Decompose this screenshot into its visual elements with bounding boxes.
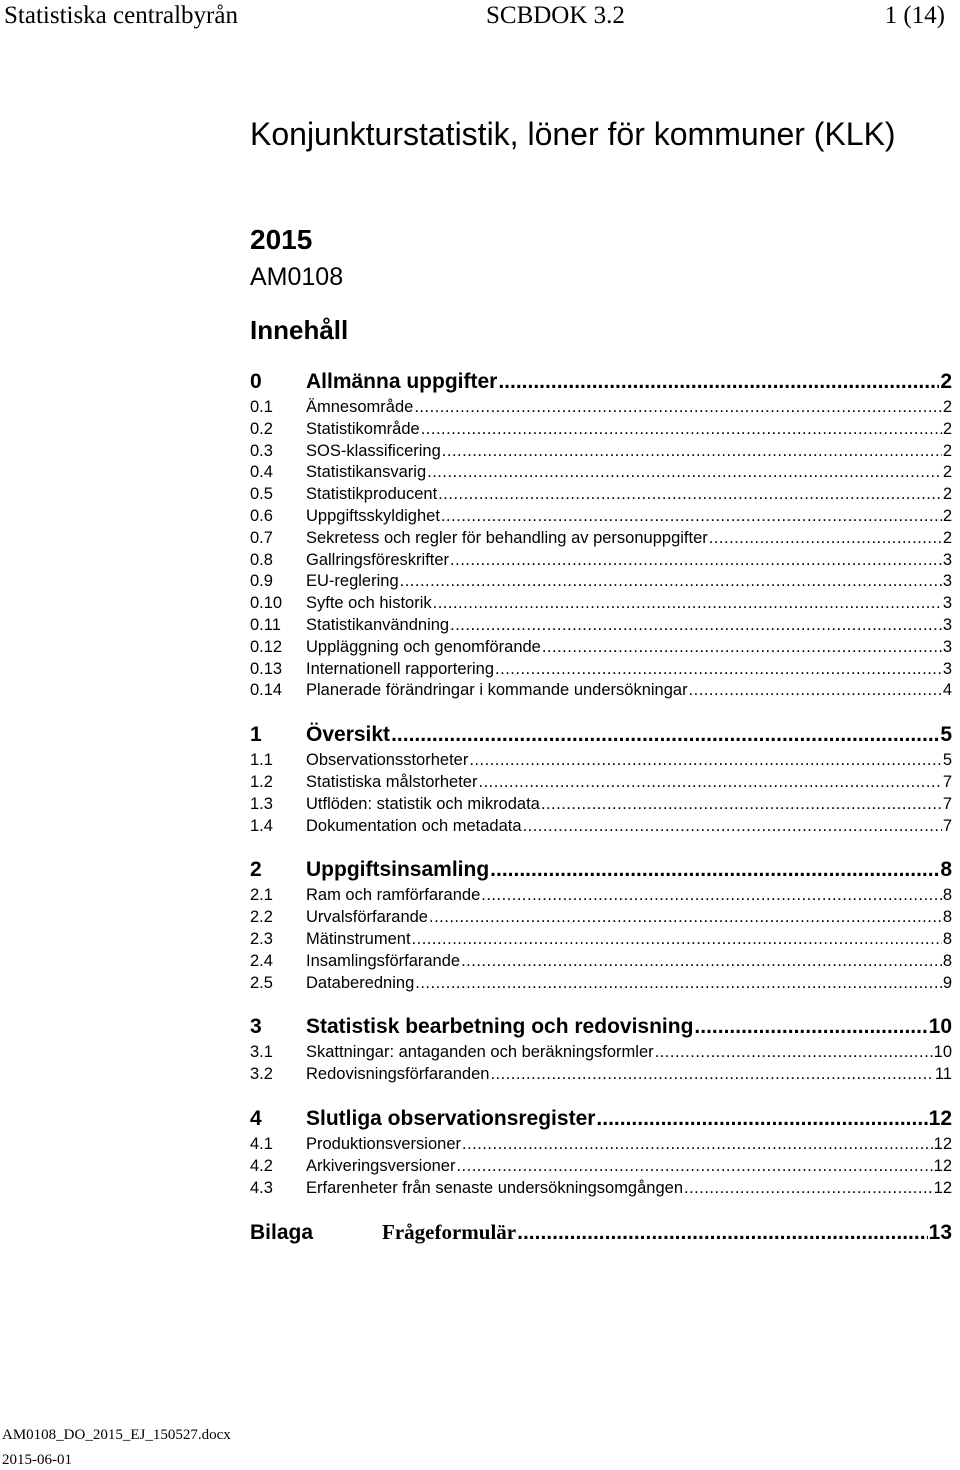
toc-dot-leader: [462, 1135, 933, 1154]
toc-entry-number: 3: [250, 1015, 262, 1039]
toc-subsection[interactable]: [250, 398, 958, 420]
toc-entry-label: Slutliga observationsregister: [306, 1106, 596, 1130]
toc-entry-number: 3.1: [250, 1043, 273, 1062]
toc-entry-page: 7: [942, 816, 952, 835]
toc-dot-leader: [415, 974, 942, 993]
toc-appendix-section: [250, 1220, 958, 1246]
toc-subsection[interactable]: [250, 952, 958, 974]
toc-dot-leader: [694, 1015, 927, 1039]
toc-entry-number: 1.3: [250, 794, 273, 813]
toc-dot-leader: [481, 886, 942, 905]
toc-entry-label: Utflöden: statistik och mikrodata: [306, 794, 540, 813]
toc-entry-page: 12: [928, 1106, 952, 1130]
toc-subsection[interactable]: [250, 974, 958, 996]
toc-subsection[interactable]: [250, 529, 958, 551]
toc-entry-label: Ämnesområde: [306, 398, 414, 416]
toc-entry-number: 2.4: [250, 951, 273, 970]
toc-dot-leader: [441, 507, 942, 526]
toc-entry-number: 0.2: [250, 419, 273, 438]
toc-entry-label: Planerade förändringar i kommande undersökningar: [306, 681, 688, 700]
toc-heading: Innehåll: [250, 315, 349, 345]
toc-chapter[interactable]: [250, 723, 958, 749]
toc-section: [250, 370, 958, 703]
toc-entry-number: 1: [250, 723, 262, 747]
toc-entry-page: 10: [933, 1043, 952, 1062]
toc-dot-leader: [438, 485, 942, 504]
toc-entry-label: Syfte och historik: [306, 594, 432, 613]
toc-entry-label: Statistikansvarig: [306, 463, 427, 482]
toc-subsection[interactable]: [250, 908, 958, 930]
toc-entry-number: Bilaga: [250, 1221, 314, 1245]
toc-dot-leader: [541, 795, 942, 814]
toc-dot-leader: [709, 529, 942, 548]
toc-entry-label: Statistikanvändning: [306, 615, 450, 634]
toc-entry-page: 13: [928, 1221, 952, 1245]
toc-entry-number: 4: [250, 1106, 262, 1130]
toc-entry-label: Gallringsföreskrifter: [306, 550, 450, 569]
toc-entry-label: Statistiska målstorheter: [306, 772, 478, 791]
toc-dot-leader: [427, 463, 942, 482]
toc-entry-label: Statistikområde: [306, 419, 420, 438]
footer-date: 2015-06-01: [2, 1452, 72, 1468]
toc-subsection[interactable]: [250, 773, 958, 795]
toc-dot-leader: [400, 572, 942, 591]
toc-entry-number: 2: [250, 858, 262, 882]
toc-entry-page: 2: [942, 419, 952, 438]
toc-entry-page: 12: [933, 1178, 952, 1197]
toc-entry-number: 1.4: [250, 816, 273, 835]
toc-entry-page: 8: [940, 858, 952, 882]
toc-subsection[interactable]: [250, 485, 958, 507]
toc-dot-leader: [450, 616, 942, 635]
toc-entry-number: 4.2: [250, 1156, 273, 1175]
toc-entry-page: 4: [942, 681, 952, 700]
toc-entry-label: Internationell rapportering: [306, 659, 495, 678]
toc-entry-number: 0.11: [250, 615, 281, 634]
toc-entry-label: Allmänna uppgifter: [306, 370, 498, 393]
toc-chapter[interactable]: [250, 1015, 958, 1041]
toc-entry-label: Arkiveringsversioner: [306, 1156, 456, 1175]
toc-entry-page: 2: [942, 441, 952, 460]
toc-entry-number: 0.3: [250, 441, 273, 460]
toc-subsection[interactable]: [250, 638, 958, 660]
toc-entry-label: SOS-klassificering: [306, 441, 441, 460]
toc-entry-page: 8: [942, 929, 952, 948]
toc-entry-page: 8: [942, 886, 952, 905]
toc-subsection[interactable]: [250, 817, 958, 839]
toc-dot-leader: [433, 594, 942, 613]
toc-entry-number: 4.1: [250, 1134, 273, 1153]
toc-subsection[interactable]: [250, 751, 958, 773]
toc-entry-number: 0: [250, 370, 262, 393]
toc-entry-page: 8: [942, 908, 952, 927]
toc-dot-leader: [412, 930, 942, 949]
toc-entry-page: 3: [942, 659, 952, 678]
toc-entry-number: 1.2: [250, 772, 273, 791]
toc-entry-page: 3: [942, 572, 952, 591]
toc-entry-number: 0.10: [250, 594, 283, 613]
toc-dot-leader: [391, 723, 939, 747]
toc-entry-number: 0.8: [250, 550, 273, 569]
toc-entry-page: 9: [942, 973, 952, 992]
header-organization: Statistiska centralbyrån: [4, 2, 238, 29]
toc-entry-number: 2.5: [250, 973, 273, 992]
toc-subsection[interactable]: [250, 886, 958, 908]
header-document-id: SCBDOK 3.2: [486, 2, 625, 29]
toc-entry-label: Dokumentation och metadata: [306, 816, 522, 835]
toc-entry-number: 0.4: [250, 463, 273, 482]
toc-entry-label: Produktionsversioner: [306, 1134, 461, 1153]
toc-dot-leader: [456, 1157, 932, 1176]
toc-entry-page: 2: [942, 398, 952, 416]
toc-subsection[interactable]: [250, 1135, 958, 1157]
toc-subsection[interactable]: [250, 551, 958, 573]
toc-dot-leader: [517, 1221, 928, 1245]
toc-dot-leader: [450, 551, 942, 570]
toc-subsection[interactable]: [250, 572, 958, 594]
document-year: 2015: [250, 224, 313, 255]
toc-dot-leader: [523, 817, 942, 836]
toc-dot-leader: [490, 858, 939, 882]
toc-section: [250, 723, 958, 838]
toc-entry-label: Redovisningsförfaranden: [306, 1065, 490, 1084]
toc-section: [250, 858, 958, 995]
toc-entry-number: 0.9: [250, 572, 273, 591]
toc-dot-leader: [542, 638, 942, 657]
footer-filename: AM0108_DO_2015_EJ_150527.docx: [2, 1427, 231, 1443]
toc-dot-leader: [469, 751, 941, 770]
toc-entry-label: Erfarenheter från senaste undersökningsomgången: [306, 1178, 683, 1197]
toc-entry-page: 2: [940, 370, 952, 393]
toc-entry-label: Sekretess och regler för behandling av personuppgifter: [306, 528, 708, 547]
toc-entry-page: 7: [942, 772, 952, 791]
toc-entry-number: 0.13: [250, 659, 283, 678]
toc-entry-label: Skattningar: antaganden och beräkningsformler: [306, 1043, 654, 1062]
toc-entry-label: Databeredning: [306, 973, 415, 992]
toc-entry-number: 4.3: [250, 1178, 273, 1197]
toc-entry-label: Uppläggning och genomförande: [306, 637, 541, 656]
toc-entry-page: 2: [942, 463, 952, 482]
toc-entry-number: 0.1: [250, 398, 273, 416]
toc-entry-number: 2.1: [250, 886, 273, 905]
toc-subsection[interactable]: [250, 1179, 958, 1201]
toc-entry-label: Insamlingsförfarande: [306, 951, 461, 970]
document-code: AM0108: [250, 263, 344, 291]
toc-entry-number: 3.2: [250, 1065, 273, 1084]
toc-entry-number: 0.14: [250, 681, 283, 700]
toc-chapter[interactable]: [250, 1107, 958, 1133]
toc-appendix[interactable]: [250, 1220, 958, 1246]
toc-chapter[interactable]: [250, 858, 958, 884]
toc-subsection[interactable]: [250, 507, 958, 529]
toc-subsection[interactable]: [250, 1157, 958, 1179]
toc-section: [250, 1107, 958, 1200]
toc-entry-page: 3: [942, 615, 952, 634]
toc-entry-label: Uppgiftsinsamling: [306, 858, 490, 882]
toc-dot-leader: [498, 370, 939, 394]
toc-dot-leader: [461, 952, 942, 971]
toc-subsection[interactable]: [250, 463, 958, 485]
toc-chapter[interactable]: [250, 370, 958, 396]
toc-entry-page: 2: [942, 506, 952, 525]
toc-dot-leader: [414, 398, 942, 417]
table-of-contents: [250, 370, 958, 1266]
toc-entry-page: 3: [942, 594, 952, 613]
toc-subsection[interactable]: [250, 1065, 958, 1087]
toc-dot-leader: [490, 1065, 933, 1084]
page-header: [0, 2, 960, 42]
toc-subsection[interactable]: [250, 930, 958, 952]
toc-entry-number: 1.1: [250, 751, 273, 770]
toc-entry-label: Frågeformulär: [382, 1220, 517, 1245]
toc-subsection[interactable]: [250, 442, 958, 464]
toc-subsection[interactable]: [250, 594, 958, 616]
toc-entry-page: 3: [942, 550, 952, 569]
toc-entry-page: 5: [940, 723, 952, 747]
toc-section: [250, 1015, 958, 1087]
toc-subsection[interactable]: [250, 420, 958, 442]
toc-entry-page: 2: [942, 485, 952, 504]
toc-entry-label: Uppgiftsskyldighet: [306, 506, 440, 525]
toc-subsection[interactable]: [250, 1043, 958, 1065]
header-page-number: 1 (14): [884, 2, 945, 29]
toc-entry-page: 12: [933, 1134, 952, 1153]
toc-dot-leader: [421, 420, 942, 439]
toc-dot-leader: [429, 908, 942, 927]
toc-dot-leader: [478, 773, 941, 792]
toc-entry-label: Mätinstrument: [306, 929, 411, 948]
toc-entry-number: 2.2: [250, 908, 273, 927]
toc-entry-page: 5: [942, 751, 952, 770]
toc-dot-leader: [655, 1043, 933, 1062]
toc-subsection[interactable]: [250, 660, 958, 682]
toc-entry-number: 0.7: [250, 528, 273, 547]
toc-entry-label: EU-reglering: [306, 572, 399, 591]
toc-dot-leader: [495, 660, 942, 679]
toc-entry-label: Statistisk bearbetning och redovisning: [306, 1015, 694, 1039]
toc-dot-leader: [684, 1179, 933, 1198]
toc-subsection[interactable]: [250, 795, 958, 817]
toc-entry-page: 2: [942, 528, 952, 547]
document-title: Konjunkturstatistik, löner för kommuner (KLK): [250, 116, 896, 152]
toc-entry-page: 7: [942, 794, 952, 813]
toc-dot-leader: [442, 442, 942, 461]
toc-subsection[interactable]: [250, 616, 958, 638]
toc-entry-label: Observationsstorheter: [306, 751, 469, 770]
toc-dot-leader: [596, 1107, 927, 1131]
toc-entry-number: 0.5: [250, 485, 273, 504]
toc-entry-label: Ram och ramförfarande: [306, 886, 481, 905]
toc-entry-number: 2.3: [250, 929, 273, 948]
toc-dot-leader: [689, 681, 942, 700]
toc-entry-page: 11: [934, 1065, 952, 1084]
toc-entry-label: Översikt: [306, 723, 391, 747]
toc-entry-label: Urvalsförfarande: [306, 908, 428, 927]
toc-entry-page: 10: [928, 1015, 952, 1039]
toc-entry-page: 12: [933, 1156, 952, 1175]
toc-entry-number: 0.6: [250, 506, 273, 525]
toc-subsection[interactable]: [250, 681, 958, 703]
toc-entry-page: 8: [942, 951, 952, 970]
toc-entry-number: 0.12: [250, 637, 283, 656]
toc-entry-page: 3: [942, 637, 952, 656]
toc-entry-label: Statistikproducent: [306, 485, 438, 504]
